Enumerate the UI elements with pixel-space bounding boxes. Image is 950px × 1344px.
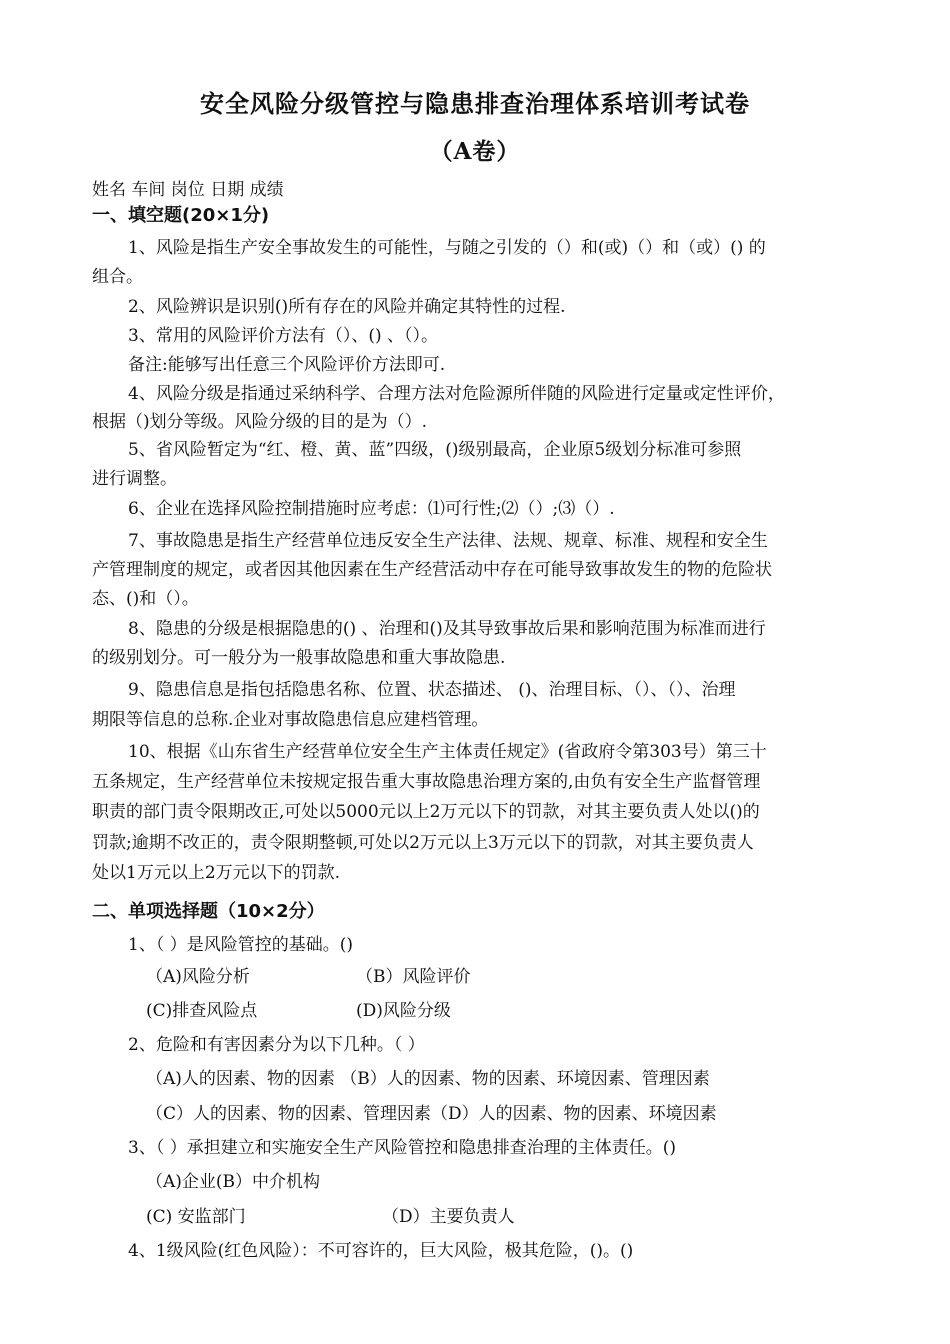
- fill-q8-line1: 8、隐患的分级是根据隐患的() 、治理和()及其导致事故后果和影响范围为标准而进行: [128, 619, 766, 639]
- fill-q10-line5: 处以1万元以上2万元以下的罚款.: [92, 863, 341, 883]
- fill-q9-line2: 期限等信息的总称.企业对事故隐患信息应建档管理。: [92, 710, 489, 730]
- fill-q10-line1: 10、根据《山东省生产经营单位安全生产主体责任规定》(省政府令第303号）第三十: [128, 742, 767, 762]
- fill-q6: 6、企业在选择风险控制措施时应考虑：⑴可行性;⑵（）;⑶（）.: [128, 499, 615, 519]
- fill-q1-line1: 1、风险是指生产安全事故发生的可能性，与随之引发的（）和(或)（）和（或）() 的: [128, 238, 766, 258]
- fill-q7-line3: 态、()和（）。: [92, 589, 199, 609]
- fill-q3-note: 备注:能够写出任意三个风险评价方法即可.: [128, 355, 446, 375]
- fill-q2: 2、风险辨识是识别()所有存在的风险并确定其特性的过程.: [128, 297, 566, 317]
- choice-q1-option-c: (C)排查风险点: [146, 1001, 258, 1021]
- choice-q1-option-a: （A)风险分析: [146, 967, 250, 987]
- fill-q7-line2: 产管理制度的规定，或者因其他因素在生产经营活动中存在可能导致事故发生的物的危险状: [92, 560, 772, 580]
- choice-q3: 3、（ ）承担建立和实施安全生产风险管控和隐患排查治理的主体责任。(): [128, 1138, 676, 1158]
- choice-q4: 4、1级风险(红色风险）：不可容许的，巨大风险，极其危险，()。(): [128, 1241, 634, 1261]
- fill-q4-line2: 根据（)划分等级。风险分级的目的是为（）.: [92, 412, 428, 432]
- fill-q8-line2: 的级别划分。可一般分为一般事故隐患和重大事故隐患.: [92, 648, 506, 668]
- fill-q10-line2: 五条规定，生产经营单位未按规定报告重大事故隐患治理方案的,由负有安全生产监督管理: [92, 772, 761, 792]
- info-line: 姓名 车间 岗位 日期 成绩: [92, 180, 284, 200]
- choice-q1: 1、（ ）是风险管控的基础。(): [128, 935, 353, 955]
- choice-q2: 2、危险和有害因素分为以下几种。（ ）: [128, 1035, 425, 1055]
- choice-q3-options-ab: （A)企业(B）中介机构: [146, 1172, 321, 1192]
- choice-q1-option-b: （B）风险评价: [356, 967, 471, 987]
- fill-q5-line1: 5、省风险暂定为“红、橙、黄、蓝”四级，()级别最高，企业原5级划分标准可参照: [128, 440, 742, 460]
- choice-q1-option-d: (D)风险分级: [356, 1001, 451, 1021]
- exam-subtitle: （A卷）: [429, 138, 521, 165]
- section-heading-fill-blank: 一、填空题(20×1分): [92, 205, 270, 226]
- choice-q2-options-cd: （C）人的因素、物的因素、管理因素（D）人的因素、物的因素、环境因素: [146, 1104, 717, 1124]
- section-heading-single-choice: 二、单项选择题（10×2分）: [92, 901, 325, 922]
- exam-title: 安全风险分级管控与隐患排查治理体系培训考试卷: [200, 89, 750, 118]
- choice-q2-options-ab: （A)人的因素、物的因素 （B）人的因素、物的因素、环境因素、管理因素: [146, 1069, 710, 1089]
- fill-q3: 3、常用的风险评价方法有（）、() 、（）。: [128, 326, 438, 346]
- fill-q5-line2: 进行调整。: [92, 469, 177, 489]
- fill-q1-line2: 组合。: [92, 267, 143, 287]
- fill-q7-line1: 7、事故隐患是指生产经营单位违反安全生产法律、法规、规章、标准、规程和安全生: [128, 531, 768, 551]
- fill-q10-line4: 罚款;逾期不改正的，责令限期整顿,可处以2万元以上3万元以下的罚款，对其主要负责人: [92, 833, 754, 853]
- choice-q3-option-c: (C) 安监部门: [146, 1207, 246, 1227]
- fill-q4-line1: 4、风险分级是指通过采纳科学、合理方法对危险源所伴随的风险进行定量或定性评价，: [128, 384, 785, 404]
- fill-q9-line1: 9、隐患信息是指包括隐患名称、位置、状态描述、 ()、治理目标、（）、（）、治理: [128, 680, 736, 700]
- fill-q10-line3: 职责的部门责令限期改正,可处以5000元以上2万元以下的罚款，对其主要负责人处以()的: [92, 802, 760, 822]
- choice-q3-option-d: （D）主要负责人: [382, 1207, 515, 1227]
